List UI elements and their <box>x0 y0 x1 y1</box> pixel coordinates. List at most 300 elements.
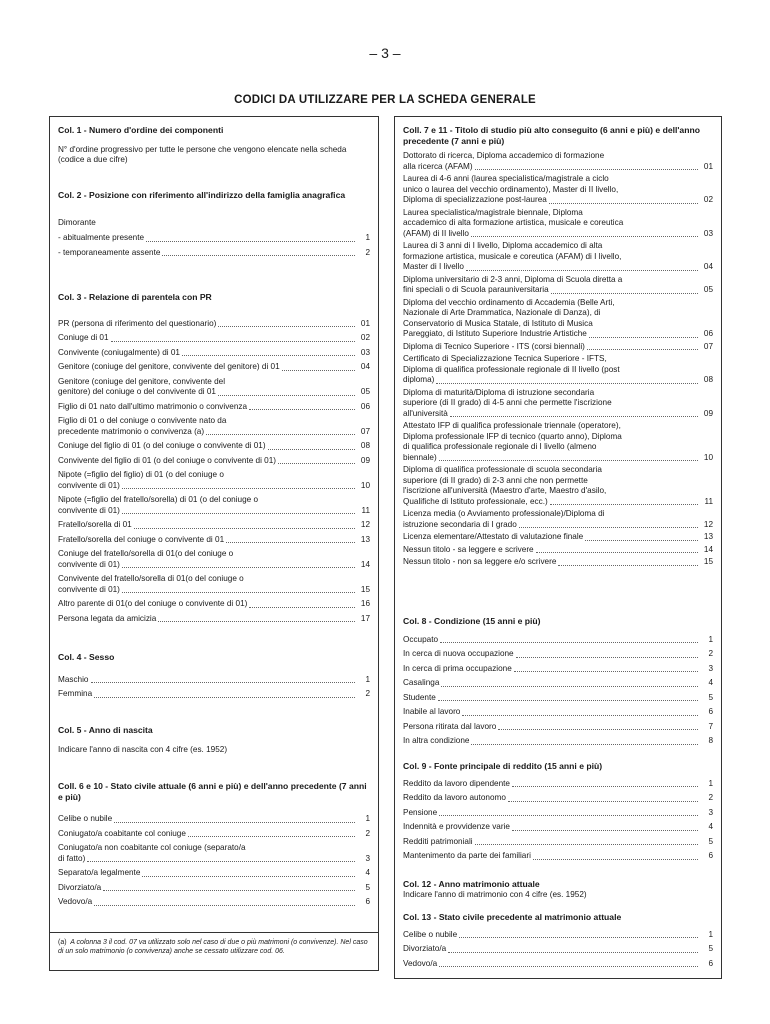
code-item-text: Altro parente di 01(o del coniuge o convivente di 01) <box>58 599 248 608</box>
col5-note: Indicare l'anno di nascita con 4 cifre (es. 1952) <box>58 744 228 754</box>
code-value: 4 <box>365 868 370 877</box>
code-item-text: Nessun titolo - non sa leggere e/o scrivere <box>403 557 557 566</box>
code-item <box>403 822 713 833</box>
dot-leader <box>282 370 355 371</box>
code-item-text: Coniuge del fratello/sorella di 01(o del coniuge o <box>58 549 234 558</box>
col5-title: Col. 5 - Anno di nascita <box>58 725 153 735</box>
code-value: 14 <box>703 544 713 554</box>
code-value: 2 <box>708 793 713 802</box>
col7-title: Coll. 7 e 11 - Titolo di studio più alto conseguito (6 anni e più) e dell'anno precedente (7 anni e più) <box>403 125 700 146</box>
code-item-text: Convivente del fratello/sorella di 01(o del coniuge o <box>58 574 244 583</box>
code-item <box>58 574 370 595</box>
code-item-text: Genitore (coniuge del genitore, convivente del genitore) di 01 <box>58 362 280 371</box>
code-value: 5 <box>708 692 713 702</box>
code-item-text: l'iscrizione all'università (Maestro d'arte, Maestro d'asilo, <box>403 486 607 495</box>
col3-title: Col. 3 - Relazione di parentela con PR <box>58 292 212 302</box>
dot-leader <box>122 488 355 489</box>
code-item <box>403 944 713 955</box>
code-item <box>58 689 370 700</box>
dot-leader <box>459 937 698 938</box>
code-item <box>403 930 713 941</box>
code-value: 03 <box>360 347 370 357</box>
col13-section <box>403 912 713 973</box>
code-item-text: Vedovo/a <box>58 897 93 906</box>
code-item <box>58 377 370 398</box>
code-item-text: Diploma professionale IFP di tecnico (quarto anno), Diploma <box>403 431 622 441</box>
code-item <box>403 837 713 848</box>
dot-leader <box>439 460 698 461</box>
code-item-text: convivente di 01) <box>58 480 120 490</box>
code-item-text: Maschio <box>58 674 89 684</box>
code-item-text: Conservatorio di Musica Statale, di Istituto di Musica <box>403 318 593 328</box>
dot-leader <box>142 876 355 877</box>
code-item-text: superiore (di II grado) di 2-3 anni che non permette <box>403 475 588 485</box>
dot-leader <box>436 383 698 384</box>
code-item-text: diploma) <box>403 375 435 384</box>
code-item <box>403 241 713 273</box>
footnote <box>58 938 370 956</box>
code-value: 06 <box>360 401 370 411</box>
dot-leader <box>512 786 698 787</box>
col8-title: Col. 8 - Condizione (15 anni e più) <box>403 616 541 626</box>
code-item-text: Laurea specialistica/magistrale biennale, Diploma <box>403 207 583 217</box>
col4-title: Col. 4 - Sesso <box>58 652 115 662</box>
code-item <box>403 557 713 568</box>
dot-leader <box>589 337 698 338</box>
code-item-text: In cerca di nuova occupazione <box>403 649 514 658</box>
code-item-text: unico o laurea del vecchio ordinamento), Master di II livello, <box>403 184 619 194</box>
dot-leader <box>122 592 355 593</box>
code-item-text: Certificato di Specializzazione Tecnica Superiore - IFTS, <box>403 354 607 363</box>
code-item-text: Licenza elementare/Attestato di valutazione finale <box>403 532 584 541</box>
dot-leader <box>111 341 355 342</box>
code-item <box>58 402 370 413</box>
dot-leader <box>218 395 355 396</box>
code-item <box>58 814 370 825</box>
code-value: 3 <box>708 807 713 817</box>
code-item <box>403 959 713 970</box>
dot-leader <box>549 203 698 204</box>
code-item <box>403 693 713 704</box>
code-item-text: Coniugato/a coabitante col coniuge <box>58 828 186 838</box>
code-item-text: - temporaneamente assente <box>58 247 161 257</box>
code-item-text: PR (persona di riferimento del questionario) <box>58 318 217 328</box>
code-item <box>403 342 713 353</box>
dot-leader <box>450 416 698 417</box>
dot-leader <box>249 409 355 410</box>
code-value: 1 <box>708 929 713 939</box>
code-item-text: Diploma di qualifica professionale di scuola secondaria <box>403 465 602 474</box>
col4-list <box>58 675 370 700</box>
code-item-text: In cerca di prima occupazione <box>403 663 512 673</box>
code-value: 03 <box>703 228 713 238</box>
code-item <box>403 707 713 718</box>
footnote-divider <box>50 932 378 933</box>
col4-section <box>58 652 370 704</box>
code-item-text: alla ricerca (AFAM) <box>403 161 473 171</box>
dot-leader <box>514 671 698 672</box>
dot-leader <box>268 449 355 450</box>
code-value: 4 <box>708 678 713 687</box>
dot-leader <box>94 905 355 906</box>
code-item <box>403 664 713 675</box>
code-item-text: (AFAM) di II livello <box>403 228 469 238</box>
code-item <box>58 520 370 531</box>
col2-title: Col. 2 - Posizione con riferimento all'indirizzo della famiglia anagrafica <box>58 190 346 200</box>
code-value: 01 <box>360 318 370 328</box>
code-value: 2 <box>365 247 370 257</box>
code-item-text: genitore) del coniuge o del convivente di 01 <box>58 387 216 396</box>
dot-leader <box>278 463 355 464</box>
code-item-text: Diploma di specializzazione post-laurea <box>403 195 547 204</box>
dot-leader <box>536 552 698 553</box>
code-value: 07 <box>360 426 370 436</box>
code-item-text: Diploma di qualifica professionale regionale di II livello (post <box>403 364 620 374</box>
code-value: 15 <box>360 584 370 594</box>
col6-section <box>58 781 370 912</box>
code-item-text: di fatto) <box>58 853 86 863</box>
code-value: 1 <box>365 674 370 684</box>
dot-leader <box>475 169 698 170</box>
dot-leader <box>516 657 698 658</box>
code-item <box>403 779 713 790</box>
code-value: 4 <box>708 822 713 831</box>
code-item-text: Attestato IFP di qualifica professionale triennale (operatore), <box>403 421 621 430</box>
code-item-text: Mantenimento da parte dei familiari <box>403 851 531 860</box>
code-value: 1 <box>365 233 370 242</box>
code-item-text: Coniugato/a non coabitante col coniuge (separato/a <box>58 843 246 852</box>
code-item-text: Diploma universitario di 2-3 anni, Diploma di Scuola diretta a <box>403 274 623 284</box>
code-item <box>403 736 713 747</box>
code-item-text: Occupato <box>403 634 439 644</box>
code-value: 2 <box>365 828 370 838</box>
col7-section <box>403 125 713 570</box>
dot-leader <box>439 966 698 967</box>
code-value: 1 <box>708 778 713 788</box>
dot-leader <box>226 542 355 543</box>
dot-leader <box>218 326 355 327</box>
dot-leader <box>585 540 698 541</box>
code-value: 01 <box>703 161 713 171</box>
dot-leader <box>158 621 355 622</box>
code-value: 07 <box>703 341 713 351</box>
code-item <box>403 793 713 804</box>
dot-leader <box>94 697 355 698</box>
dot-leader <box>188 836 355 837</box>
code-value: 15 <box>703 557 713 566</box>
code-item-text: Nipote (=figlio del fratello/sorella) di 01 (o del coniuge o <box>58 495 259 504</box>
code-item <box>58 233 370 244</box>
code-item-text: Coniuge del figlio di 01 (o del coniuge o convivente di 01) <box>58 441 266 450</box>
col1-section <box>58 125 370 166</box>
code-item-text: convivente di 01) <box>58 559 120 569</box>
code-item-text: Fratello/sorella di 01 <box>58 520 132 529</box>
dot-leader <box>508 801 698 802</box>
dot-leader <box>558 565 698 566</box>
code-item-text: Femmina <box>58 689 93 698</box>
code-item-text: Inabile al lavoro <box>403 707 461 716</box>
code-item-text: Convivente (coniugalmente) di 01 <box>58 347 180 357</box>
code-item <box>403 354 713 386</box>
code-item <box>58 883 370 894</box>
code-item <box>58 868 370 879</box>
code-item <box>58 416 370 437</box>
code-item-text: Redditi patrimoniali <box>403 836 473 846</box>
dot-leader <box>462 715 698 716</box>
code-item-text: precedente matrimonio o convivenza (a) <box>58 426 205 436</box>
code-value: 17 <box>360 613 370 623</box>
code-item <box>403 649 713 660</box>
code-item-text: Nazionale di Arte Drammatica, Nazionale di Danza), di <box>403 308 601 317</box>
code-value: 08 <box>703 375 713 384</box>
code-item <box>403 465 713 507</box>
code-item <box>58 319 370 330</box>
col9-title: Col. 9 - Fonte principale di reddito (15 anni e più) <box>403 761 603 771</box>
code-item <box>403 151 713 172</box>
code-item <box>403 532 713 543</box>
code-value: 05 <box>360 387 370 396</box>
code-value: 8 <box>708 736 713 745</box>
code-item-text: Divorziato/a <box>403 944 447 953</box>
code-item-text: Separato/a legalmente <box>58 868 141 877</box>
code-value: 05 <box>703 285 713 294</box>
code-value: 7 <box>708 721 713 731</box>
code-item <box>58 495 370 516</box>
col5-section <box>58 725 370 755</box>
footnote-label: (a) <box>58 939 67 946</box>
code-value: 10 <box>360 480 370 490</box>
code-item-text: Diploma di maturità/Diploma di istruzione secondaria <box>403 387 595 397</box>
code-value: 02 <box>360 333 370 342</box>
code-item <box>58 441 370 452</box>
code-item-text: Master di I livello <box>403 262 464 271</box>
code-item-text: Convivente del figlio di 01 (o del coniuge o convivente di 01) <box>58 455 277 465</box>
code-item-text: Laurea di 3 anni di I livello, Diploma accademico di alta <box>403 241 603 250</box>
code-item-text: Pensione <box>403 807 438 817</box>
code-item <box>58 362 370 373</box>
dot-leader <box>122 567 355 568</box>
code-item-text: biennale) <box>403 452 437 462</box>
code-item-text: - abitualmente presente <box>58 233 145 242</box>
code-item <box>58 248 370 259</box>
code-item <box>403 275 713 296</box>
code-item-text: Dottorato di ricerca, Diploma accademico di formazione <box>403 151 605 160</box>
code-value: 1 <box>365 814 370 823</box>
dot-leader <box>439 815 698 816</box>
code-item <box>403 808 713 819</box>
dot-leader <box>249 607 355 608</box>
code-value: 02 <box>703 195 713 204</box>
col13-list <box>403 930 713 970</box>
dot-leader <box>550 504 698 505</box>
dot-leader <box>122 513 355 514</box>
dot-leader <box>134 528 355 529</box>
dot-leader <box>587 349 698 350</box>
col3-list <box>58 319 370 625</box>
code-value: 16 <box>360 599 370 608</box>
code-item-text: Reddito da lavoro autonomo <box>403 793 506 802</box>
col9-section <box>403 761 713 866</box>
code-value: 04 <box>703 262 713 271</box>
code-item-text: Coniuge di 01 <box>58 333 109 342</box>
dot-leader <box>551 293 698 294</box>
code-item-text: In altra condizione <box>403 736 470 745</box>
code-item-text: Reddito da lavoro dipendente <box>403 778 510 788</box>
code-value: 2 <box>365 689 370 698</box>
code-item-text: Celibe o nubile <box>58 814 113 823</box>
code-value: 13 <box>703 532 713 541</box>
dot-leader <box>519 527 698 528</box>
col3-section <box>58 292 370 628</box>
dot-leader <box>441 686 698 687</box>
code-value: 09 <box>360 455 370 465</box>
code-item <box>58 456 370 467</box>
code-item <box>403 174 713 206</box>
code-item-text: Laurea di 4-6 anni (laurea specialistica/magistrale a ciclo <box>403 174 609 183</box>
code-item <box>403 678 713 689</box>
code-item-text: Persona ritirata dal lavoro <box>403 721 497 731</box>
code-item-text: Casalinga <box>403 678 440 687</box>
col1-title: Col. 1 - Numero d'ordine dei componenti <box>58 125 224 135</box>
dot-leader <box>114 822 355 823</box>
code-item-text: istruzione secondaria di I grado <box>403 519 517 529</box>
code-item-text: Licenza media (o Avviamento professionale)/Diploma di <box>403 509 605 518</box>
code-item <box>403 421 713 463</box>
code-item-text: fini speciali o di Scuola parauniversitaria <box>403 285 549 294</box>
code-item <box>403 851 713 862</box>
dot-leader <box>471 236 698 237</box>
col8-list <box>403 635 713 747</box>
code-item <box>403 545 713 556</box>
dot-leader <box>103 890 355 891</box>
code-item <box>58 675 370 686</box>
code-item-text: superiore (di II grado) di 4-5 anni che permette l'iscrizione <box>403 398 612 407</box>
page-number: – 3 – <box>369 45 401 61</box>
code-value: 6 <box>708 707 713 716</box>
code-item <box>403 208 713 240</box>
dot-leader <box>438 700 698 701</box>
code-value: 3 <box>708 663 713 673</box>
code-item-text: Pareggiato, di Istituto Superiore Industrie Artistiche <box>403 329 587 338</box>
code-item <box>403 388 713 420</box>
code-item <box>403 509 713 530</box>
code-item-text: Divorziato/a <box>58 882 102 892</box>
code-item-text: Qualifiche di Istituto professionale, ecc.) <box>403 496 548 506</box>
code-item-text: Persona legata da amicizia <box>58 613 157 623</box>
code-value: 1 <box>708 634 713 644</box>
code-value: 11 <box>704 496 713 506</box>
code-item-text: di qualifica professionale regionale di I livello (almeno <box>403 442 597 451</box>
code-value: 12 <box>703 519 713 529</box>
code-item-text: Diploma del vecchio ordinamento di Accademia (Belle Arti, <box>403 297 615 307</box>
code-item-text: Fratello/sorella del coniuge o convivente di 01 <box>58 534 225 544</box>
dot-leader <box>206 434 355 435</box>
col2-subtitle: Dimorante <box>58 217 96 227</box>
code-item-text: all'università <box>403 408 448 418</box>
code-item <box>58 535 370 546</box>
col6-title: Coll. 6 e 10 - Stato civile attuale (6 anni e più) e dell'anno precedente (7 anni e più) <box>58 781 367 802</box>
code-item <box>58 614 370 625</box>
code-value: 11 <box>361 505 370 515</box>
code-item <box>58 549 370 570</box>
code-value: 3 <box>365 853 370 863</box>
col6-list <box>58 814 370 908</box>
code-item <box>58 470 370 491</box>
col2-list <box>58 233 370 258</box>
code-item-text: Celibe o nubile <box>403 929 458 939</box>
code-value: 12 <box>360 520 370 529</box>
code-value: 09 <box>703 408 713 418</box>
dot-leader <box>91 682 356 683</box>
code-item-text: convivente di 01) <box>58 584 120 594</box>
code-value: 14 <box>360 559 370 569</box>
code-item-text: Figlio di 01 o del coniuge o convivente nato da <box>58 416 227 425</box>
dot-leader <box>87 861 355 862</box>
dot-leader <box>448 952 698 953</box>
code-value: 6 <box>365 897 370 906</box>
dot-leader <box>512 830 698 831</box>
code-item-text: Diploma di Tecnico Superiore - ITS (corsi biennali) <box>403 341 585 351</box>
code-item-text: convivente di 01) <box>58 505 120 515</box>
code-item <box>58 333 370 344</box>
code-value: 6 <box>708 851 713 860</box>
code-item <box>58 829 370 840</box>
code-value: 2 <box>708 649 713 658</box>
dot-leader <box>533 859 698 860</box>
code-item <box>403 298 713 340</box>
code-value: 10 <box>703 452 713 462</box>
code-value: 04 <box>360 362 370 371</box>
col7-list <box>403 151 713 568</box>
code-item-text: formazione artistica, musicale e coreutica (AFAM) di I livello, <box>403 251 622 261</box>
code-value: 08 <box>360 441 370 450</box>
code-item <box>58 843 370 864</box>
code-item-text: Figlio di 01 nato dall'ultimo matrimonio o convivenza <box>58 401 248 411</box>
code-value: 13 <box>360 534 370 544</box>
col12-title: Col. 12 - Anno matrimonio attuale <box>403 879 540 889</box>
dot-leader <box>471 744 698 745</box>
code-value: 6 <box>708 958 713 968</box>
code-item-text: Indennità e provvidenze varie <box>403 822 510 831</box>
footnote-text: A colonna 3 il cod. 07 va utilizzato solo nel caso di due o più matrimoni (o convivenze). Nel caso di un solo matrimonio (o convivenza) anche se cessato utilizzare cod. 06. <box>58 939 368 955</box>
dot-leader <box>146 241 355 242</box>
col8-section <box>403 616 713 751</box>
dot-leader <box>162 255 355 256</box>
dot-leader <box>498 729 698 730</box>
code-value: 5 <box>708 944 713 953</box>
dot-leader <box>475 844 698 845</box>
code-item-text: accademico di alta formazione artistica, musicale e coreutica <box>403 218 624 227</box>
code-item-text: Nipote (=figlio del figlio) di 01 (o del coniuge o <box>58 470 224 479</box>
right-column-box <box>394 116 722 979</box>
dot-leader <box>440 642 698 643</box>
code-item-text: Nessun titolo - sa leggere e scrivere <box>403 544 534 554</box>
code-item <box>58 897 370 908</box>
code-item <box>58 599 370 610</box>
code-item-text: Vedovo/a <box>403 958 438 968</box>
dot-leader <box>182 355 355 356</box>
code-value: 5 <box>365 882 370 892</box>
col9-list <box>403 779 713 862</box>
code-item <box>403 722 713 733</box>
col2-section <box>58 190 370 262</box>
col1-note: N° d'ordine progressivo per tutte le persone che vengono elencate nella scheda (codice a due cifre) <box>58 144 347 164</box>
col12-section <box>403 879 713 900</box>
code-item-text: Studente <box>403 692 436 702</box>
document-title: CODICI DA UTILIZZARE PER LA SCHEDA GENERALE <box>234 94 536 106</box>
col12-note: Indicare l'anno di matrimonio con 4 cifre (es. 1952) <box>403 889 587 899</box>
dot-leader <box>466 270 698 271</box>
